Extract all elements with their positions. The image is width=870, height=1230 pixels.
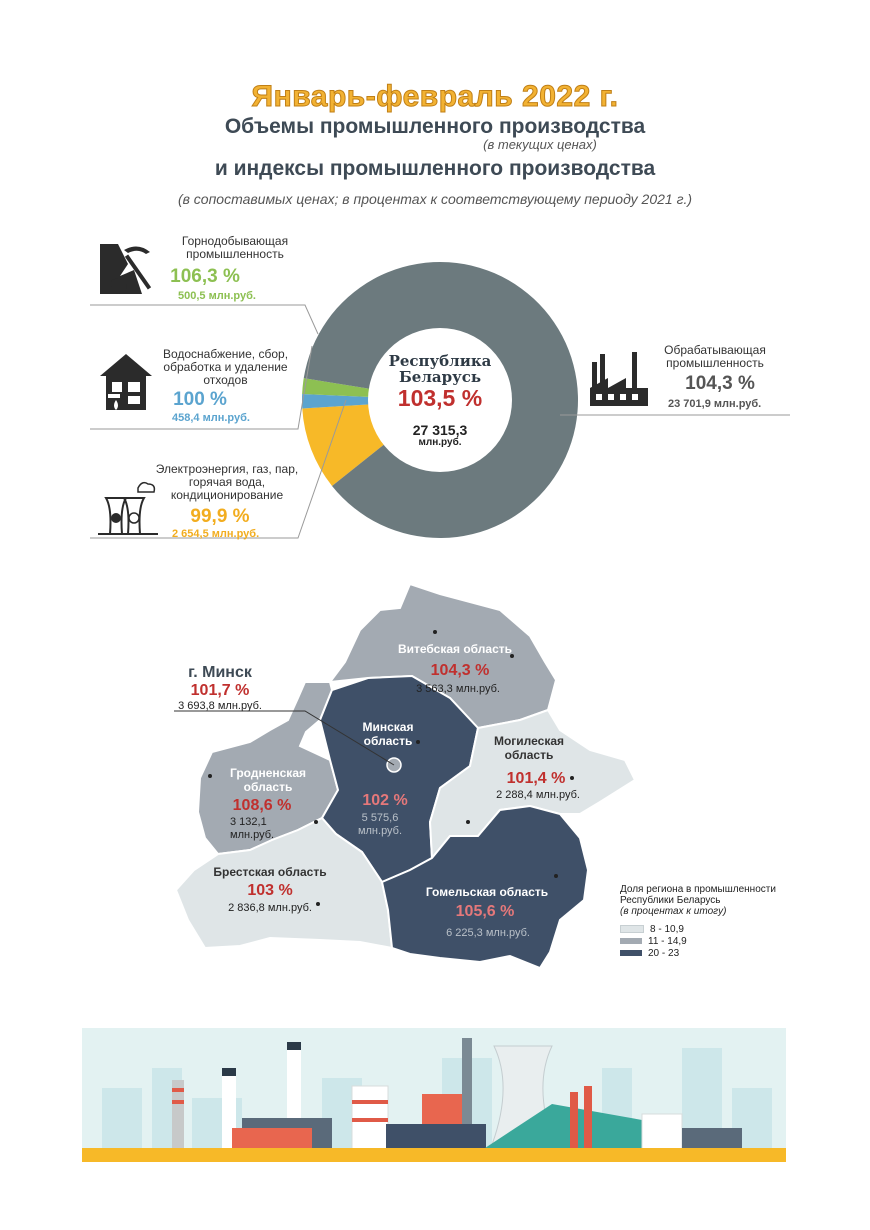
grodno-name-1: Гродненская	[230, 766, 306, 780]
energy-index: 99,9 %	[190, 506, 250, 527]
mogilev-name-2: область	[504, 748, 554, 762]
legend-item-low	[620, 923, 800, 935]
label-mining-1: Горнодобывающая	[181, 234, 289, 248]
grodno-volume	[230, 816, 274, 842]
donut-center-title	[370, 353, 510, 385]
mining-volume: 500,5 млн.руб.	[178, 290, 256, 302]
legend-title: Доля региона в промышленности Республики Беларусь	[620, 884, 776, 906]
city-dot	[314, 820, 318, 824]
minsk-region-index: 102 %	[362, 792, 408, 809]
water-index: 100 %	[173, 389, 227, 410]
manufacturing-index: 104,3 %	[685, 373, 755, 394]
minsk-city-callout	[160, 664, 280, 712]
energy-volume: 2 654,5 млн.руб.	[172, 528, 260, 540]
legend-swatch	[620, 938, 642, 944]
label-water-3: отходов	[203, 373, 248, 387]
label-water-1: Водоснабжение, сбор,	[162, 347, 289, 361]
minsk-region-name	[348, 720, 428, 748]
minsk-region-volume	[345, 812, 415, 838]
factory-icon	[588, 352, 650, 408]
map-legend	[620, 884, 800, 959]
city-dot	[554, 874, 558, 878]
grodno-volume-1: 3 132,1	[230, 816, 267, 828]
minsk-city-volume: 3 693,8 млн.руб.	[178, 700, 262, 712]
legend-label: 8 - 10,9	[650, 923, 684, 935]
title-indices: и индексы промышленного производства	[214, 157, 656, 180]
vitebsk-index: 104,3 %	[430, 662, 490, 679]
legend-item-mid	[620, 935, 800, 947]
minsk-region-volume-2: млн.руб.	[357, 825, 403, 837]
label-manufacturing	[655, 344, 775, 370]
legend-swatch	[620, 950, 642, 956]
donut-center-volume: 27 315,3	[412, 422, 468, 438]
vitebsk-name: Витебская область	[397, 642, 513, 656]
gomel-volume: 6 225,3 млн.руб.	[446, 927, 530, 939]
donut-center-title-2: Беларусь	[398, 368, 482, 386]
city-dot	[208, 774, 212, 778]
legend-label: 20 - 23	[648, 947, 680, 959]
brest-index: 103 %	[247, 882, 293, 899]
mogilev-name	[484, 734, 574, 762]
label-manufacturing-2: промышленность	[666, 356, 764, 370]
legend-item-high	[620, 947, 800, 959]
grodno-index: 108,6 %	[232, 797, 292, 814]
brest-volume: 2 836,8 млн.руб.	[228, 902, 312, 914]
legend-note: (в процентах к итогу)	[620, 906, 727, 917]
manufacturing-volume: 23 701,9 млн.руб.	[668, 398, 762, 410]
minsk-region-volume-1: 5 575,6	[361, 812, 399, 824]
mogilev-name-1: Могилеская	[493, 734, 565, 748]
brest-name: Брестская область	[213, 865, 327, 879]
donut-center-unit: млн.руб.	[418, 437, 462, 448]
label-water	[158, 348, 293, 387]
legend-swatch	[620, 925, 644, 933]
city-dot	[466, 820, 470, 824]
label-energy-2: горячая вода,	[188, 475, 266, 489]
title-note-current-prices: (в текущих ценах)	[483, 137, 597, 152]
minsk-city-index: 101,7 %	[190, 682, 250, 699]
gomel-name: Гомельская область	[425, 885, 549, 899]
label-manufacturing-1: Обрабатывающая	[664, 343, 766, 357]
mogilev-index: 101,4 %	[506, 770, 566, 787]
water-volume: 458,4 млн.руб.	[172, 412, 250, 424]
minsk-city-name: г. Минск	[188, 664, 252, 681]
label-mining	[160, 235, 310, 261]
gomel-index: 105,6 %	[455, 903, 515, 920]
period-title: Январь-февраль 2022 г.	[251, 80, 619, 113]
grodno-volume-2: млн.руб.	[230, 829, 275, 841]
donut-center-title-1: Республика	[388, 352, 492, 370]
donut-center-index: 103,5 %	[397, 385, 483, 411]
label-mining-2: промышленность	[186, 247, 284, 261]
label-energy-1: Электроэнергия, газ, пар,	[155, 462, 299, 476]
grodno-name-2: область	[243, 780, 293, 794]
vitebsk-volume: 3 563,3 млн.руб.	[416, 683, 500, 695]
city-dot	[433, 630, 437, 634]
mogilev-volume: 2 288,4 млн.руб.	[496, 789, 580, 801]
water-house-icon	[98, 352, 154, 414]
mining-pickaxe-icon	[98, 240, 154, 296]
mining-index: 106,3 %	[170, 266, 240, 287]
title-note-comparable-prices: (в сопоставимых ценах; в процентах к соответствующему периоду 2021 г.)	[177, 191, 693, 207]
minsk-region-name-2: область	[363, 734, 413, 748]
legend-label: 11 - 14,9	[648, 935, 687, 947]
power-plant-icon	[98, 478, 158, 536]
industrial-skyline-illustration	[82, 1028, 786, 1162]
label-energy-3: кондиционирование	[170, 488, 284, 502]
grodno-name	[218, 766, 318, 794]
label-energy	[152, 463, 302, 502]
minsk-region-name-1: Минская	[362, 720, 414, 734]
label-water-2: обработка и удаление	[163, 360, 288, 374]
leader-mining	[90, 305, 318, 334]
title-volumes: Объемы промышленного производства	[224, 115, 646, 138]
